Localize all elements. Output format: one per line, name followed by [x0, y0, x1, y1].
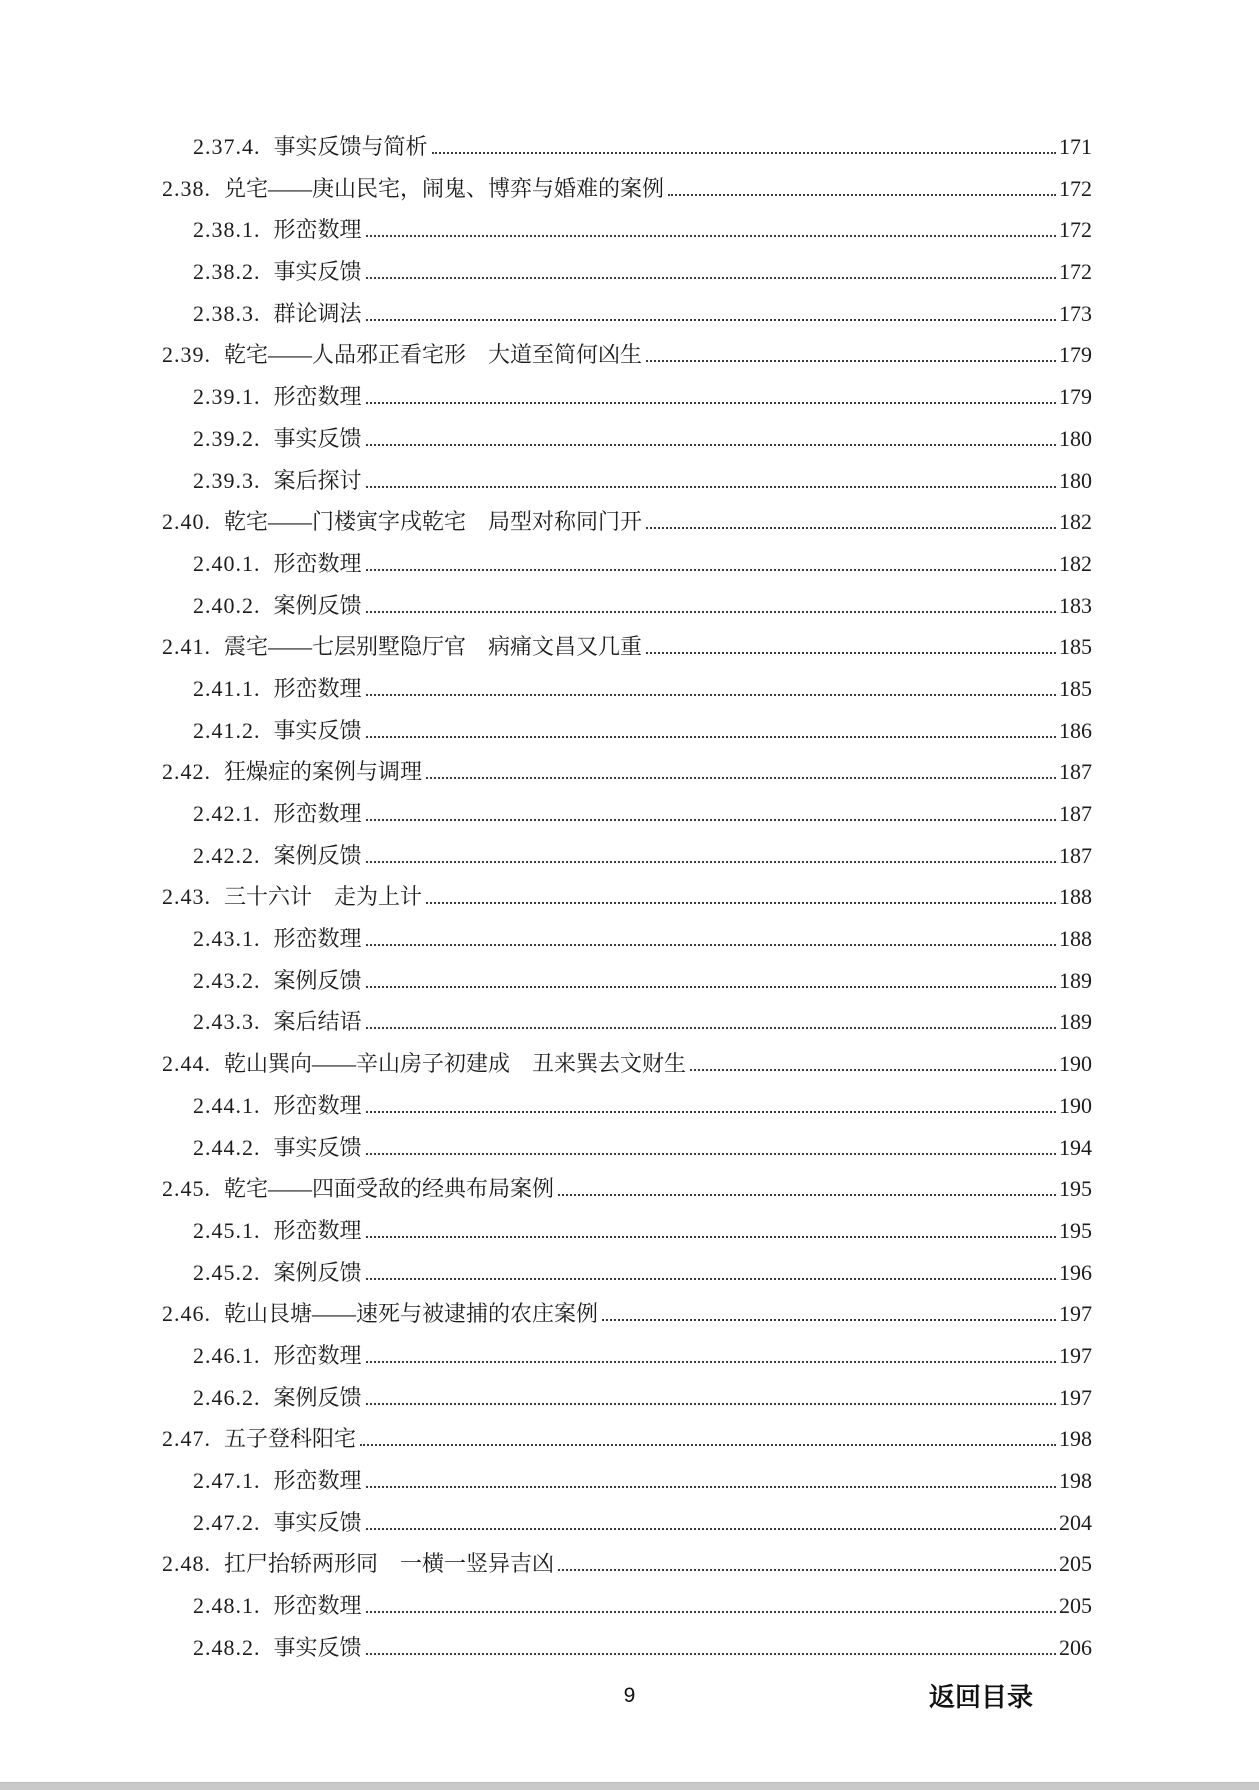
toc-entry-title: 事实反馈与简析: [273, 134, 428, 159]
toc-entry[interactable]: [162, 835, 1092, 877]
toc-entry[interactable]: [162, 793, 1092, 835]
dot-leader-icon: [366, 1403, 1056, 1405]
toc-entry-page: 188: [1059, 884, 1092, 910]
toc-entry-number: 2.39.1.: [193, 384, 261, 410]
toc-entry-number: 2.43.: [162, 884, 211, 910]
toc-entry-page: 180: [1059, 467, 1092, 493]
toc-entry-number: 2.45.: [162, 1176, 211, 1202]
toc-entry-title: 案后探讨: [273, 467, 362, 493]
dot-leader-icon: [558, 1569, 1056, 1571]
toc-entry-page: 189: [1059, 967, 1092, 993]
dot-leader-icon: [366, 986, 1056, 988]
toc-entry-number: 2.44.: [162, 1051, 211, 1077]
toc-entry-number: 2.38.2.: [193, 259, 261, 285]
toc-entry[interactable]: [162, 1543, 1092, 1585]
toc-entry-title: 三十六计 走为上计: [224, 884, 423, 910]
toc-entry-number: 2.43.1.: [193, 926, 261, 952]
toc-entry[interactable]: [162, 1460, 1092, 1502]
toc-entry-title: 事实反馈: [273, 1509, 362, 1535]
dot-leader-icon: [366, 944, 1056, 946]
toc-entry-page: 173: [1059, 300, 1092, 326]
toc-entry[interactable]: [162, 1418, 1092, 1460]
toc-entry-number: 2.45.1.: [193, 1217, 261, 1243]
toc-entry[interactable]: [162, 1085, 1092, 1127]
toc-entry-page: 189: [1059, 1009, 1092, 1035]
toc-entry[interactable]: [162, 1502, 1092, 1544]
dot-leader-icon: [366, 235, 1056, 237]
toc-entry-title: 案后结语: [273, 1009, 362, 1035]
toc-entry[interactable]: [162, 668, 1092, 710]
toc-entry-page: 180: [1059, 425, 1092, 451]
toc-entry-page: 197: [1059, 1342, 1092, 1368]
toc-entry-page: 183: [1059, 592, 1092, 618]
dot-leader-icon: [646, 360, 1056, 362]
toc-entry-number: 2.45.2.: [193, 1259, 261, 1285]
toc-entry-number: 2.46.: [162, 1301, 211, 1327]
toc-entry-number: 2.38.: [162, 175, 211, 201]
toc-entry-page: 187: [1059, 842, 1092, 868]
toc-entry-page: 188: [1059, 926, 1092, 952]
toc-entry[interactable]: [162, 710, 1092, 752]
toc-entry[interactable]: [162, 460, 1092, 502]
toc-entry-number: 2.39.3.: [193, 467, 261, 493]
toc-entry-page: 187: [1059, 801, 1092, 826]
toc-entry-title: 案例反馈: [273, 842, 362, 868]
dot-leader-icon: [366, 1278, 1056, 1280]
toc-entry-title: 扛尸抬轿两形同 一横一竖异吉凶: [224, 1551, 555, 1577]
toc-entry-number: 2.44.2.: [193, 1134, 261, 1160]
toc-entry-page: 198: [1059, 1468, 1092, 1493]
toc-entry-page: 185: [1059, 634, 1092, 660]
toc-entry-page: 205: [1059, 1593, 1092, 1619]
toc-entry[interactable]: [162, 918, 1092, 960]
dot-leader-icon: [366, 1111, 1056, 1113]
dot-leader-icon: [668, 194, 1056, 196]
toc-entry[interactable]: [162, 168, 1092, 210]
dot-leader-icon: [366, 569, 1056, 571]
toc-entry-number: 2.46.2.: [193, 1384, 261, 1410]
page-bottom-edge: [0, 1782, 1259, 1790]
toc-entry[interactable]: [162, 626, 1092, 668]
toc-entry[interactable]: [162, 1335, 1092, 1377]
toc-entry[interactable]: [162, 1127, 1092, 1169]
dot-leader-icon: [602, 1319, 1056, 1321]
toc-entry-title: 乾宅——四面受敌的经典布局案例: [224, 1176, 555, 1202]
dot-leader-icon: [366, 736, 1056, 738]
toc-entry-title: 兑宅——庚山民宅，闹鬼、博弈与婚难的案例: [224, 175, 665, 201]
toc-entry[interactable]: [162, 876, 1092, 918]
dot-leader-icon: [690, 1069, 1056, 1071]
toc-entry-page: 172: [1059, 259, 1092, 285]
toc-entry-page: 172: [1059, 217, 1092, 243]
toc-entry-number: 2.48.: [162, 1551, 211, 1577]
dot-leader-icon: [366, 1653, 1056, 1655]
toc-entry-title: 案例反馈: [273, 1384, 362, 1410]
toc-entry[interactable]: [162, 543, 1092, 585]
toc-entry-title: 案例反馈: [273, 592, 362, 618]
toc-entry-page: 204: [1059, 1509, 1092, 1535]
toc-entry-number: 2.38.3.: [193, 300, 261, 326]
dot-leader-icon: [432, 152, 1056, 154]
toc-entry[interactable]: [162, 1001, 1092, 1043]
toc-entry[interactable]: [162, 960, 1092, 1002]
footer-page-number: 9: [623, 1684, 636, 1707]
dot-leader-icon: [366, 1528, 1056, 1530]
dot-leader-icon: [366, 402, 1056, 404]
dot-leader-icon: [366, 319, 1056, 321]
toc-entry[interactable]: [162, 251, 1092, 293]
toc-entry[interactable]: [162, 1293, 1092, 1335]
toc-entry-page: 205: [1059, 1551, 1092, 1577]
dot-leader-icon: [366, 1486, 1056, 1488]
toc-entry[interactable]: [162, 126, 1092, 168]
toc-entry-title: 狂燥症的案例与调理: [224, 759, 423, 785]
toc-entry[interactable]: [162, 751, 1092, 793]
dot-leader-icon: [426, 777, 1056, 779]
toc-entry-title: 事实反馈: [273, 425, 362, 451]
toc-entry-number: 2.41.: [162, 634, 211, 660]
toc-entry-number: 2.42.2.: [193, 842, 261, 868]
toc-list: [162, 126, 1092, 1668]
toc-entry-page: 198: [1059, 1426, 1092, 1452]
toc-entry-page: 185: [1059, 675, 1092, 701]
dot-leader-icon: [646, 652, 1056, 654]
toc-entry-number: 2.37.4.: [193, 134, 261, 159]
toc-entry-title: 事实反馈: [273, 717, 362, 743]
toc-entry-title: 乾宅——人品邪正看宅形 大道至简何凶生: [224, 342, 643, 368]
toc-entry[interactable]: [162, 1585, 1092, 1627]
toc-entry[interactable]: [162, 1043, 1092, 1085]
toc-entry-title: 形峦数理: [273, 217, 362, 243]
toc-entry-number: 2.48.1.: [193, 1593, 261, 1619]
toc-entry-number: 2.40.: [162, 509, 211, 535]
toc-entry-page: 179: [1059, 384, 1092, 410]
toc-entry-title: 形峦数理: [273, 1217, 362, 1243]
toc-entry-number: 2.48.2.: [193, 1634, 261, 1660]
toc-entry-title: 形峦数理: [273, 1342, 362, 1368]
dot-leader-icon: [426, 902, 1056, 904]
toc-entry-title: 形峦数理: [273, 1468, 362, 1493]
dot-leader-icon: [366, 277, 1056, 279]
toc-entry-page: 190: [1059, 1092, 1092, 1118]
toc-entry-page: 179: [1059, 342, 1092, 368]
toc-entry-page: 182: [1059, 550, 1092, 576]
toc-entry-title: 乾山艮塘——速死与被逮捕的农庄案例: [224, 1301, 599, 1327]
toc-entry-number: 2.40.1.: [193, 550, 261, 576]
toc-entry-page: 197: [1059, 1301, 1092, 1327]
toc-entry-title: 形峦数理: [273, 1593, 362, 1619]
toc-entry-title: 案例反馈: [273, 1259, 362, 1285]
dot-leader-icon: [646, 527, 1056, 529]
toc-entry[interactable]: [162, 585, 1092, 627]
back-to-toc-link[interactable]: 返回目录: [928, 1682, 1033, 1712]
dot-leader-icon: [558, 1194, 1056, 1196]
dot-leader-icon: [366, 1611, 1056, 1613]
toc-entry-title: 形峦数理: [273, 926, 362, 952]
toc-entry-page: 197: [1059, 1384, 1092, 1410]
toc-entry[interactable]: [162, 1168, 1092, 1210]
toc-entry-number: 2.44.1.: [193, 1092, 261, 1118]
toc-entry[interactable]: [162, 293, 1092, 335]
toc-entry-page: 206: [1059, 1634, 1092, 1660]
toc-entry-number: 2.43.3.: [193, 1009, 261, 1035]
toc-entry-title: 案例反馈: [273, 967, 362, 993]
toc-entry-title: 乾山巽向——辛山房子初建成 丑来巽去文财生: [224, 1051, 687, 1077]
toc-entry-title: 乾宅——门楼寅字戌乾宅 局型对称同门开: [224, 509, 643, 535]
toc-entry-title: 事实反馈: [273, 1634, 362, 1660]
toc-entry-title: 事实反馈: [273, 1134, 362, 1160]
dot-leader-icon: [366, 1361, 1056, 1363]
toc-entry-page: 195: [1059, 1217, 1092, 1243]
toc-entry-title: 形峦数理: [273, 384, 362, 410]
toc-entry-number: 2.38.1.: [193, 217, 261, 243]
toc-entry-title: 形峦数理: [273, 801, 362, 826]
toc-entry[interactable]: [162, 1252, 1092, 1294]
toc-entry-number: 2.39.2.: [193, 425, 261, 451]
toc-entry-page: 196: [1059, 1259, 1092, 1285]
toc-entry[interactable]: [162, 376, 1092, 418]
dot-leader-icon: [366, 1236, 1056, 1238]
toc-entry-page: 172: [1059, 175, 1092, 201]
toc-entry-number: 2.42.1.: [193, 801, 261, 826]
dot-leader-icon: [366, 819, 1056, 821]
toc-entry-page: 195: [1059, 1176, 1092, 1202]
toc-entry[interactable]: [162, 1377, 1092, 1419]
toc-entry[interactable]: [162, 1210, 1092, 1252]
toc-entry-number: 2.43.2.: [193, 967, 261, 993]
toc-entry-number: 2.47.1.: [193, 1468, 261, 1493]
toc-entry-title: 群论调法: [273, 300, 362, 326]
toc-entry-number: 2.41.2.: [193, 717, 261, 743]
toc-entry-page: 186: [1059, 717, 1092, 743]
dot-leader-icon: [366, 1027, 1056, 1029]
dot-leader-icon: [366, 486, 1056, 488]
toc-entry-title: 形峦数理: [273, 675, 362, 701]
toc-entry[interactable]: [162, 1627, 1092, 1669]
toc-entry[interactable]: [162, 209, 1092, 251]
toc-entry[interactable]: [162, 501, 1092, 543]
dot-leader-icon: [366, 444, 1056, 446]
toc-entry-number: 2.41.1.: [193, 675, 261, 701]
toc-entry-number: 2.42.: [162, 759, 211, 785]
dot-leader-icon: [366, 611, 1056, 613]
toc-entry-title: 形峦数理: [273, 1092, 362, 1118]
dot-leader-icon: [366, 1153, 1056, 1155]
toc-entry-number: 2.40.2.: [193, 592, 261, 618]
dot-leader-icon: [366, 861, 1056, 863]
toc-entry[interactable]: [162, 334, 1092, 376]
toc-entry-page: 187: [1059, 759, 1092, 785]
toc-entry-page: 182: [1059, 509, 1092, 535]
toc-entry[interactable]: [162, 418, 1092, 460]
dot-leader-icon: [366, 694, 1056, 696]
toc-entry-number: 2.46.1.: [193, 1342, 261, 1368]
toc-entry-number: 2.47.2.: [193, 1509, 261, 1535]
toc-entry-title: 事实反馈: [273, 259, 362, 285]
toc-entry-page: 190: [1059, 1051, 1092, 1077]
toc-entry-number: 2.47.: [162, 1426, 211, 1452]
toc-entry-title: 五子登科阳宅: [224, 1426, 357, 1452]
toc-entry-number: 2.39.: [162, 342, 211, 368]
toc-entry-page: 171: [1059, 134, 1092, 159]
toc-entry-title: 震宅——七层别墅隐厅官 病痛文昌又几重: [224, 634, 643, 660]
toc-entry-page: 194: [1059, 1134, 1092, 1160]
toc-entry-title: 形峦数理: [273, 550, 362, 576]
dot-leader-icon: [360, 1444, 1056, 1446]
